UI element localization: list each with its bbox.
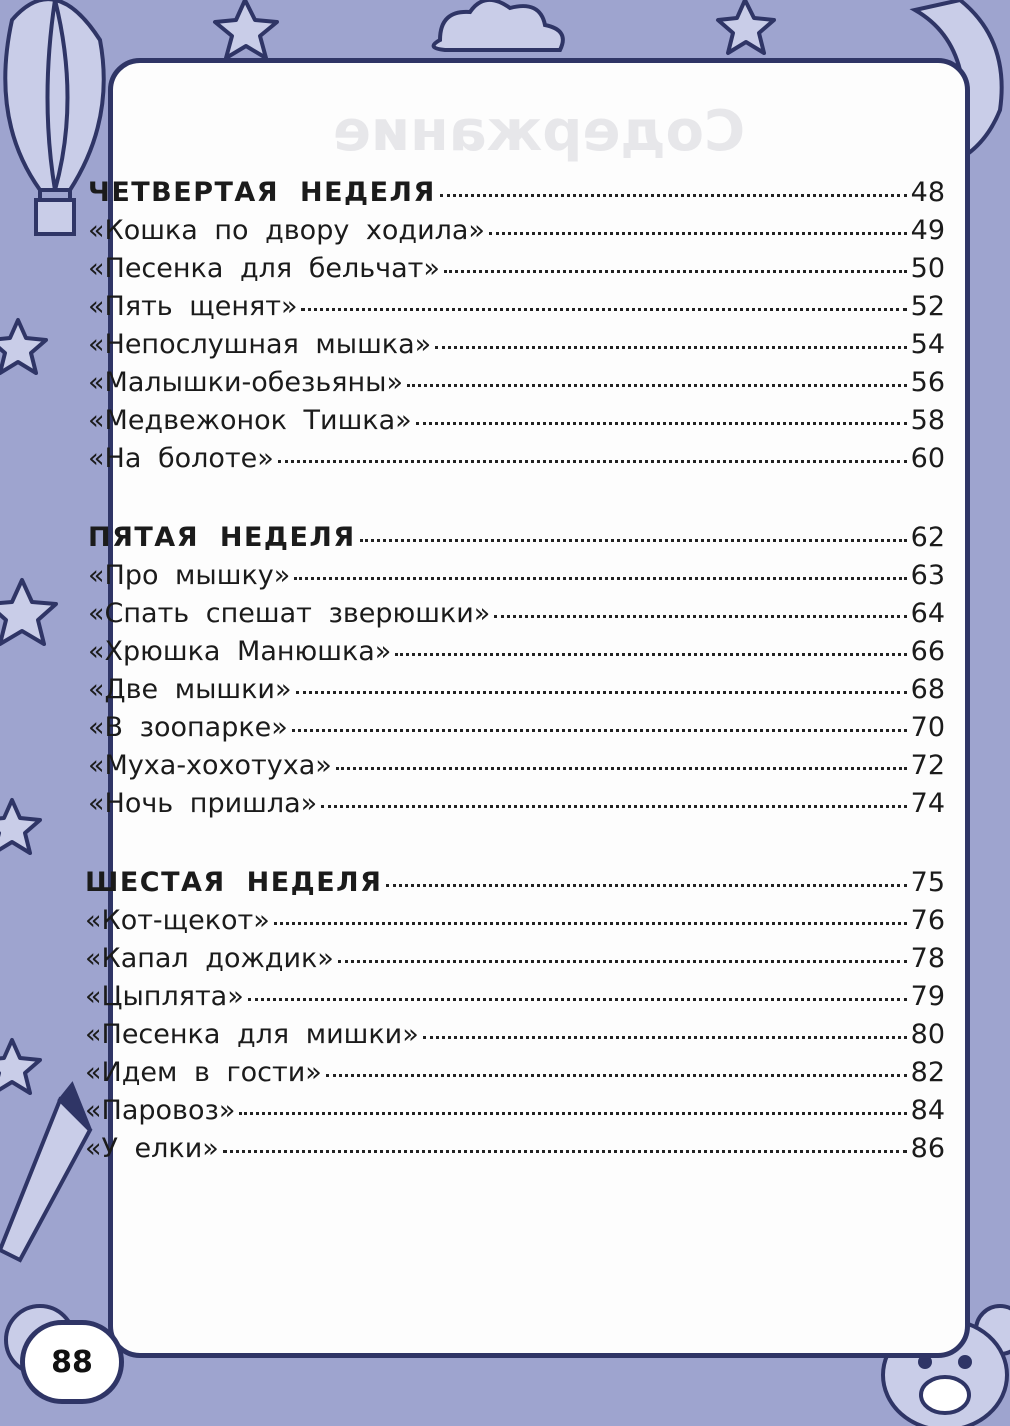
toc-entry[interactable] xyxy=(88,367,945,398)
toc-page-number: 72 xyxy=(910,750,945,781)
dot-leader xyxy=(360,539,907,542)
star-icon xyxy=(0,1040,40,1093)
toc-entry-title: «Две мышки» xyxy=(88,674,292,705)
toc-entry[interactable] xyxy=(85,981,945,1012)
toc-entry-title: «В зоопарке» xyxy=(88,712,288,743)
dot-leader xyxy=(292,729,907,732)
toc-page-number: 49 xyxy=(910,215,945,246)
dot-leader xyxy=(338,960,907,963)
toc-entry-title: «На болоте» xyxy=(88,443,274,474)
toc-page-number: 76 xyxy=(910,905,945,936)
dot-leader xyxy=(489,232,907,235)
dot-leader xyxy=(239,1112,906,1115)
dot-leader xyxy=(294,577,906,580)
dot-leader xyxy=(444,270,907,273)
toc-entry[interactable] xyxy=(85,943,945,974)
dot-leader xyxy=(440,194,907,197)
cloud-icon xyxy=(434,0,563,50)
toc-entry[interactable] xyxy=(85,1095,945,1126)
toc-entry-title: «Идем в гости» xyxy=(85,1057,322,1088)
star-icon xyxy=(0,580,56,644)
toc-entry-title: «Песенка для мишки» xyxy=(85,1019,419,1050)
toc-entry[interactable] xyxy=(88,329,945,360)
toc-section-heading[interactable] xyxy=(88,177,945,208)
toc-entry-title: «Пять щенят» xyxy=(88,291,298,322)
toc-entry-title: «Кошка по двору ходила» xyxy=(88,215,485,246)
dot-leader xyxy=(416,422,907,425)
toc-entry[interactable] xyxy=(88,750,945,781)
toc-entry-title: «Непослушная мышка» xyxy=(88,329,432,360)
toc-entry-title: «У елки» xyxy=(85,1133,219,1164)
toc-page-number: 62 xyxy=(910,522,945,553)
dot-leader xyxy=(435,346,906,349)
toc-entry[interactable] xyxy=(88,560,945,591)
dot-leader xyxy=(248,998,907,1001)
dot-leader xyxy=(386,884,906,887)
toc-entry-title: ШЕСТАЯ НЕДЕЛЯ xyxy=(85,867,383,898)
toc-entry[interactable] xyxy=(88,712,945,743)
dot-leader xyxy=(395,653,906,656)
toc-page-number: 50 xyxy=(910,253,945,284)
toc-section-heading[interactable] xyxy=(88,522,945,553)
dot-leader xyxy=(494,615,906,618)
toc-entry[interactable] xyxy=(88,443,945,474)
dot-leader xyxy=(301,308,906,311)
dot-leader xyxy=(321,805,906,808)
toc-page-number: 56 xyxy=(910,367,945,398)
star-icon xyxy=(215,0,277,58)
star-icon xyxy=(0,320,46,373)
toc-entry-title: «Хрюшка Манюшка» xyxy=(88,636,392,667)
dot-leader xyxy=(423,1036,907,1039)
toc-page-number: 54 xyxy=(910,329,945,360)
toc-entry[interactable] xyxy=(88,674,945,705)
toc-entry-title: ЧЕТВЕРТАЯ НЕДЕЛЯ xyxy=(88,177,436,208)
toc-entry-title: «Цыплята» xyxy=(85,981,244,1012)
toc-entry-title: «Ночь пришла» xyxy=(88,788,318,819)
star-icon xyxy=(718,0,774,53)
toc-entry[interactable] xyxy=(88,291,945,322)
dot-leader xyxy=(326,1074,907,1077)
toc-section-heading[interactable] xyxy=(85,867,945,898)
page-number-badge: 88 xyxy=(20,1320,124,1404)
toc-entry[interactable] xyxy=(85,905,945,936)
toc-page-number: 78 xyxy=(910,943,945,974)
toc-entry[interactable] xyxy=(88,405,945,436)
toc-entry[interactable] xyxy=(88,253,945,284)
toc-page-number: 74 xyxy=(910,788,945,819)
ghost-title-show-through: Содержание xyxy=(332,99,746,164)
toc-entry-title: «Медвежонок Тишка» xyxy=(88,405,412,436)
toc-entry-title: «Капал дождик» xyxy=(85,943,334,974)
toc-entry[interactable] xyxy=(88,788,945,819)
toc-entry-title: «Песенка для бельчат» xyxy=(88,253,440,284)
toc-entry-title: «Спать спешат зверюшки» xyxy=(88,598,491,629)
toc-entry[interactable] xyxy=(85,1019,945,1050)
toc-entry[interactable] xyxy=(85,1133,945,1164)
toc-page-number: 84 xyxy=(910,1095,945,1126)
dot-leader xyxy=(336,767,907,770)
content-page xyxy=(85,58,970,1358)
toc-page-number: 52 xyxy=(910,291,945,322)
toc-entry[interactable] xyxy=(88,215,945,246)
toc-entry[interactable] xyxy=(88,598,945,629)
toc-page-number: 58 xyxy=(910,405,945,436)
pencil-icon xyxy=(0,1085,90,1260)
toc-entry-title: «Паровоз» xyxy=(85,1095,236,1126)
toc-entry-title: «Кот-щекот» xyxy=(85,905,270,936)
toc-page-number: 66 xyxy=(910,636,945,667)
toc-page-number: 82 xyxy=(910,1057,945,1088)
toc-entry[interactable] xyxy=(88,636,945,667)
toc-page-number: 79 xyxy=(910,981,945,1012)
dot-leader xyxy=(278,460,907,463)
dot-leader xyxy=(296,691,907,694)
toc-entry[interactable] xyxy=(85,1057,945,1088)
dot-leader xyxy=(223,1150,907,1153)
toc-entry-title: «Малышки-обезьяны» xyxy=(88,367,404,398)
dot-leader xyxy=(274,922,907,925)
toc-page-number: 48 xyxy=(910,177,945,208)
toc-entry-title: «Муха-хохотуха» xyxy=(88,750,332,781)
toc-page-number: 68 xyxy=(910,674,945,705)
dot-leader xyxy=(407,384,907,387)
table-of-contents xyxy=(85,63,965,1353)
toc-page-number: 86 xyxy=(910,1133,945,1164)
star-icon xyxy=(0,800,40,853)
toc-page-number: 64 xyxy=(910,598,945,629)
toc-page-number: 63 xyxy=(910,560,945,591)
toc-page-number: 75 xyxy=(910,867,945,898)
toc-entry-title: «Про мышку» xyxy=(88,560,291,591)
toc-page-number: 70 xyxy=(910,712,945,743)
toc-entry-title: ПЯТАЯ НЕДЕЛЯ xyxy=(88,522,356,553)
toc-page-number: 60 xyxy=(910,443,945,474)
toc-page-number: 80 xyxy=(910,1019,945,1050)
